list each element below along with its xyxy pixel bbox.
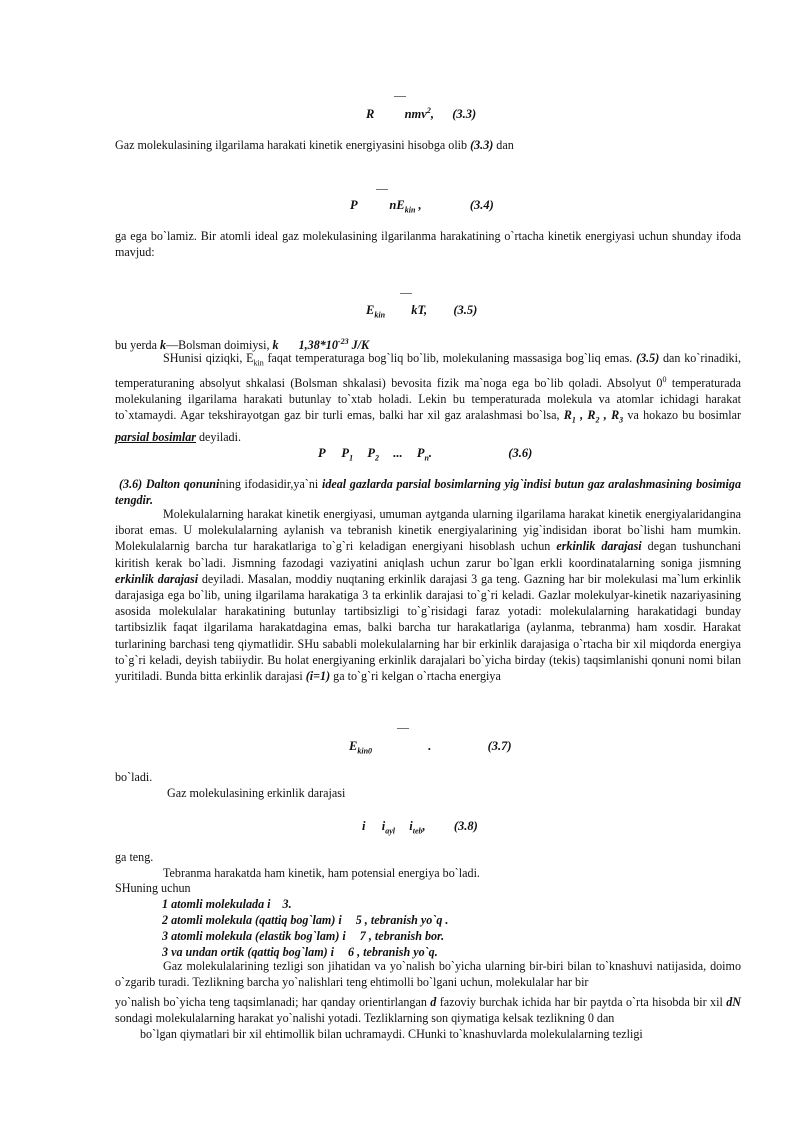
equation-number: (3.5)	[453, 303, 478, 317]
degree: 0	[662, 374, 667, 384]
paragraph: ga ega bo`lamiz. Bir atomli ideal gaz molekulasining ilgarilanma harakatining o`rtacha kinetik energiyasi uchun shunday ifoda mavjud:	[115, 229, 741, 260]
text: degan tushunchani kiritish kerak bo`ladi. Jismning fazodagi vaziyatini aniqlash uchun zarur bo`lgan erkli koordinatalarning soniga jismning	[115, 539, 742, 570]
fraction-bar: —	[394, 88, 406, 102]
text: ga to`g`ri kelgan o`rtacha energiya	[330, 669, 501, 684]
paragraph: Tebranma harakatda ham kinetik, ham potensial energiya bo`ladi.	[163, 866, 480, 880]
eq-rhs: nE	[389, 198, 405, 212]
term-i-1: (i=1)	[305, 669, 331, 684]
text: SHunisi qiziqki, E	[163, 351, 254, 365]
list-text: 3 atomli molekula (elastik bog`lam) i	[162, 929, 346, 943]
eq-subscript: kin	[374, 310, 386, 320]
text-bold: ideal gazlarda parsial bosimlarning yig`indisi butun gaz aralashmasining bosimiga tengdir.	[115, 477, 741, 508]
paragraph	[115, 506, 741, 684]
equation-number: (3.7)	[487, 739, 512, 753]
eq-rhs: nmv	[404, 107, 427, 122]
paragraph: Gaz molekulasining erkinlik darajasi	[167, 786, 346, 800]
equation-3-8	[362, 819, 478, 836]
eq-sep: ,	[424, 303, 428, 317]
text: ,	[575, 408, 588, 423]
fraction-bar: —	[397, 720, 409, 734]
equation-ref: (3.3)	[470, 138, 494, 152]
paragraph	[115, 137, 741, 153]
text: Gaz molekulalarining tezligi son jihatidan va yo`nalish bo`yicha ularning bir-biri bilan to`knashuvi natijasida, doimo o`zgarib turadi. Tezlikning barcha yo`nalishlari teng ehtimolli bo`lgani uchun, molekulalar har bir	[115, 959, 741, 990]
text: bu yerda	[115, 338, 160, 353]
paragraph: ga teng.	[115, 850, 154, 864]
equation-number: (3.4)	[469, 198, 494, 212]
eq-term: P	[416, 446, 425, 460]
term-parsial-bosimlar: parsial bosimlar	[115, 429, 196, 444]
term-erkinlik-darajasi: erkinlik darajasi	[556, 539, 642, 554]
eq-lhs: P	[350, 198, 358, 212]
paragraph	[115, 958, 741, 990]
equation-ref: (3.6)	[119, 477, 143, 491]
subscript: 2	[595, 415, 600, 425]
eq-lhs: E	[366, 303, 375, 317]
list-value: 3.	[282, 897, 292, 911]
unit: J/K	[348, 338, 370, 353]
text: yo`nalish bo`yicha teng taqsimlanadi; har qanday orientirlangan	[115, 995, 431, 1009]
equation-number: (3.6)	[508, 446, 533, 460]
text: ,	[599, 408, 612, 423]
eq-sep: ,	[430, 107, 434, 122]
eq-term: P	[318, 446, 326, 460]
text: va hokazo bu bosimlar	[623, 408, 741, 423]
eq-lhs: E	[349, 739, 358, 753]
equation-3-6	[318, 446, 532, 463]
equation-number: (3.3)	[452, 107, 477, 122]
eq-subscript: 1	[349, 453, 354, 463]
equation-3-7	[349, 739, 512, 756]
eq-lhs: i	[362, 819, 366, 833]
text: Gaz molekulasining ilgarilama harakati kinetik energiyasini hisobga olib	[115, 138, 471, 152]
eq-subscript: kin	[404, 205, 416, 215]
equation-3-5	[366, 303, 477, 320]
text: temperaturada molekulaning ilgarilama harakati butunlay to`xtab holadi. Lekin bu temperaturada molekula va atomlar ichidagi harakat to`xtamaydi. Agar tekshirayotgan gaz bir turli emas, balki har xil gaz aralashmasi bo`lsa,	[115, 375, 741, 423]
paragraph	[115, 350, 741, 445]
eq-subscript: 2	[374, 453, 379, 463]
eq-subscript: ayl	[385, 826, 395, 836]
symbol-k: k	[160, 338, 167, 353]
eq-term: P	[367, 446, 375, 460]
text: dan	[493, 138, 514, 152]
paragraph: SHuning uchun	[115, 881, 191, 895]
constant-value: 1,38*10	[298, 338, 338, 353]
equation-number: (3.8)	[453, 819, 478, 833]
list-item	[162, 896, 292, 912]
symbol-r: R	[611, 408, 620, 423]
eq-sep: .	[428, 446, 433, 460]
text: dan ko`rinadiki, temperaturaning absolyut shkalasi (Bolsman shkalasi) bevosita fizik ma`noga ega bo`lib qoladi. Absolyut 0	[115, 351, 741, 390]
subscript: 1	[571, 415, 576, 425]
eq-rhs: kT	[411, 303, 425, 317]
paragraph	[115, 994, 741, 1026]
eq-lhs: R	[366, 107, 375, 122]
symbol-dn: dN	[726, 995, 741, 1009]
eq-term: i	[409, 819, 413, 833]
term-erkinlik-darajasi: erkinlik darajasi	[115, 571, 199, 586]
term-dalton-qonuni: Dalton qonuni	[142, 477, 220, 491]
eq-subscript: n	[424, 453, 429, 463]
list-value: 5 , tebranish yo`q .	[355, 913, 449, 927]
symbol-d: d	[430, 995, 437, 1009]
eq-subscript: teb	[412, 826, 423, 836]
list-text: 3 va undan ortik (qattiq bog`lam) i	[162, 945, 335, 959]
eq-term: i	[381, 819, 386, 833]
symbol-r: R	[587, 408, 596, 423]
equation-3-3	[366, 106, 476, 122]
exponent: -23	[337, 337, 349, 346]
list-text: 2 atomli molekula (qattiq bog`lam) i	[162, 913, 342, 927]
eq-sep: ,	[418, 198, 422, 212]
list-value: 7 , tebranish bor.	[359, 929, 445, 943]
fraction-bar: —	[400, 285, 412, 299]
list-item	[162, 928, 444, 944]
subscript: 3	[619, 415, 624, 425]
eq-term: P	[341, 446, 350, 460]
list-text: 1 atomli molekulada i	[162, 897, 271, 911]
eq-sep: .	[428, 739, 432, 753]
symbol-k: k	[272, 338, 279, 353]
paragraph	[115, 476, 741, 508]
text: Molekulalarning harakat kinetik energiyasi, umuman aytganda ularning ilgarilama harakat kinetik energiyalaridangina iborat emas. U molekulalarning aylanish va tebranish kinetik energiyalarining yig`indisidan iborat bo`lishi ham mumkin. Molekulalarnig barcha tur harakatlariga to`g`ri keladigan energiyani hisoblash uchun	[115, 507, 741, 554]
eq-exponent: 2	[426, 106, 431, 115]
list-value: 6 , tebranish yo`q.	[348, 945, 438, 959]
text: —Bolsman doimiysi,	[166, 338, 273, 353]
text: deyiladi. Masalan, moddiy nuqtaning erkinlik darajasi 3 ga teng. Gazning har bir molekulasi ma`lum erkinlik darajasiga ega bo`lib, uning ilgarilama harakatiga 3 ta erkinlik darajasi to`g`ri keladi. Gazlar molekulyar-kinetik nazariyasining asosida molekulalar harakatining butunlay tartibsizligi to`g`risidagi faraz yotadi: molekulalarning harakatidagi bunday tartibsizlik faqat ilgarilama harakatdagina emas, balki barcha tur harakatlariga (aylanma, tebranma) ham xosdir. Harakat turlarining barchasi teng qiymatlidir. SHu sababli molekulalarning har bir erkinlik darajasiga o`rtacha bir xil miqdorda energiya to`g`ri keladi, deyish tabiiydir. Bu holat energiyaning erkinlik darajalari bo`yicha birday (tekis) taqsimlanishi qonuni nomi bilan yuritiladi. Bunda bitta erkinlik darajasi	[115, 571, 741, 684]
equation-3-4	[350, 198, 494, 215]
paragraph: bo`lgan qiymatlari bir xil ehtimollik bilan uchramaydi. CHunki to`knashuvlarda molekulalarning tezligi	[140, 1027, 643, 1041]
eq-dots: ...	[393, 446, 403, 460]
fraction-bar: —	[376, 181, 388, 195]
text: faqat temperaturaga bog`liq bo`lib, molekulaning massasiga bog`liq emas.	[263, 351, 637, 365]
symbol-r: R	[563, 408, 572, 423]
equation-ref: (3.5)	[636, 351, 660, 365]
eq-sep: ,	[422, 819, 426, 833]
list-item	[162, 912, 448, 928]
text: sondagi molekulalarning harakat yo`nalishi yotadi. Tezliklarning son qiymatiga kelsak tezlikning 0 dan	[115, 1011, 615, 1026]
paragraph: bo`ladi.	[115, 770, 153, 784]
eq-subscript: kin0	[357, 746, 373, 756]
subscript: kin	[253, 358, 264, 368]
text: deyiladi.	[195, 429, 241, 444]
text: ning ifodasidir,ya`ni	[219, 477, 322, 491]
text: fazoviy burchak ichida har bir paytda o`rta hisobda bir xil	[436, 995, 727, 1009]
